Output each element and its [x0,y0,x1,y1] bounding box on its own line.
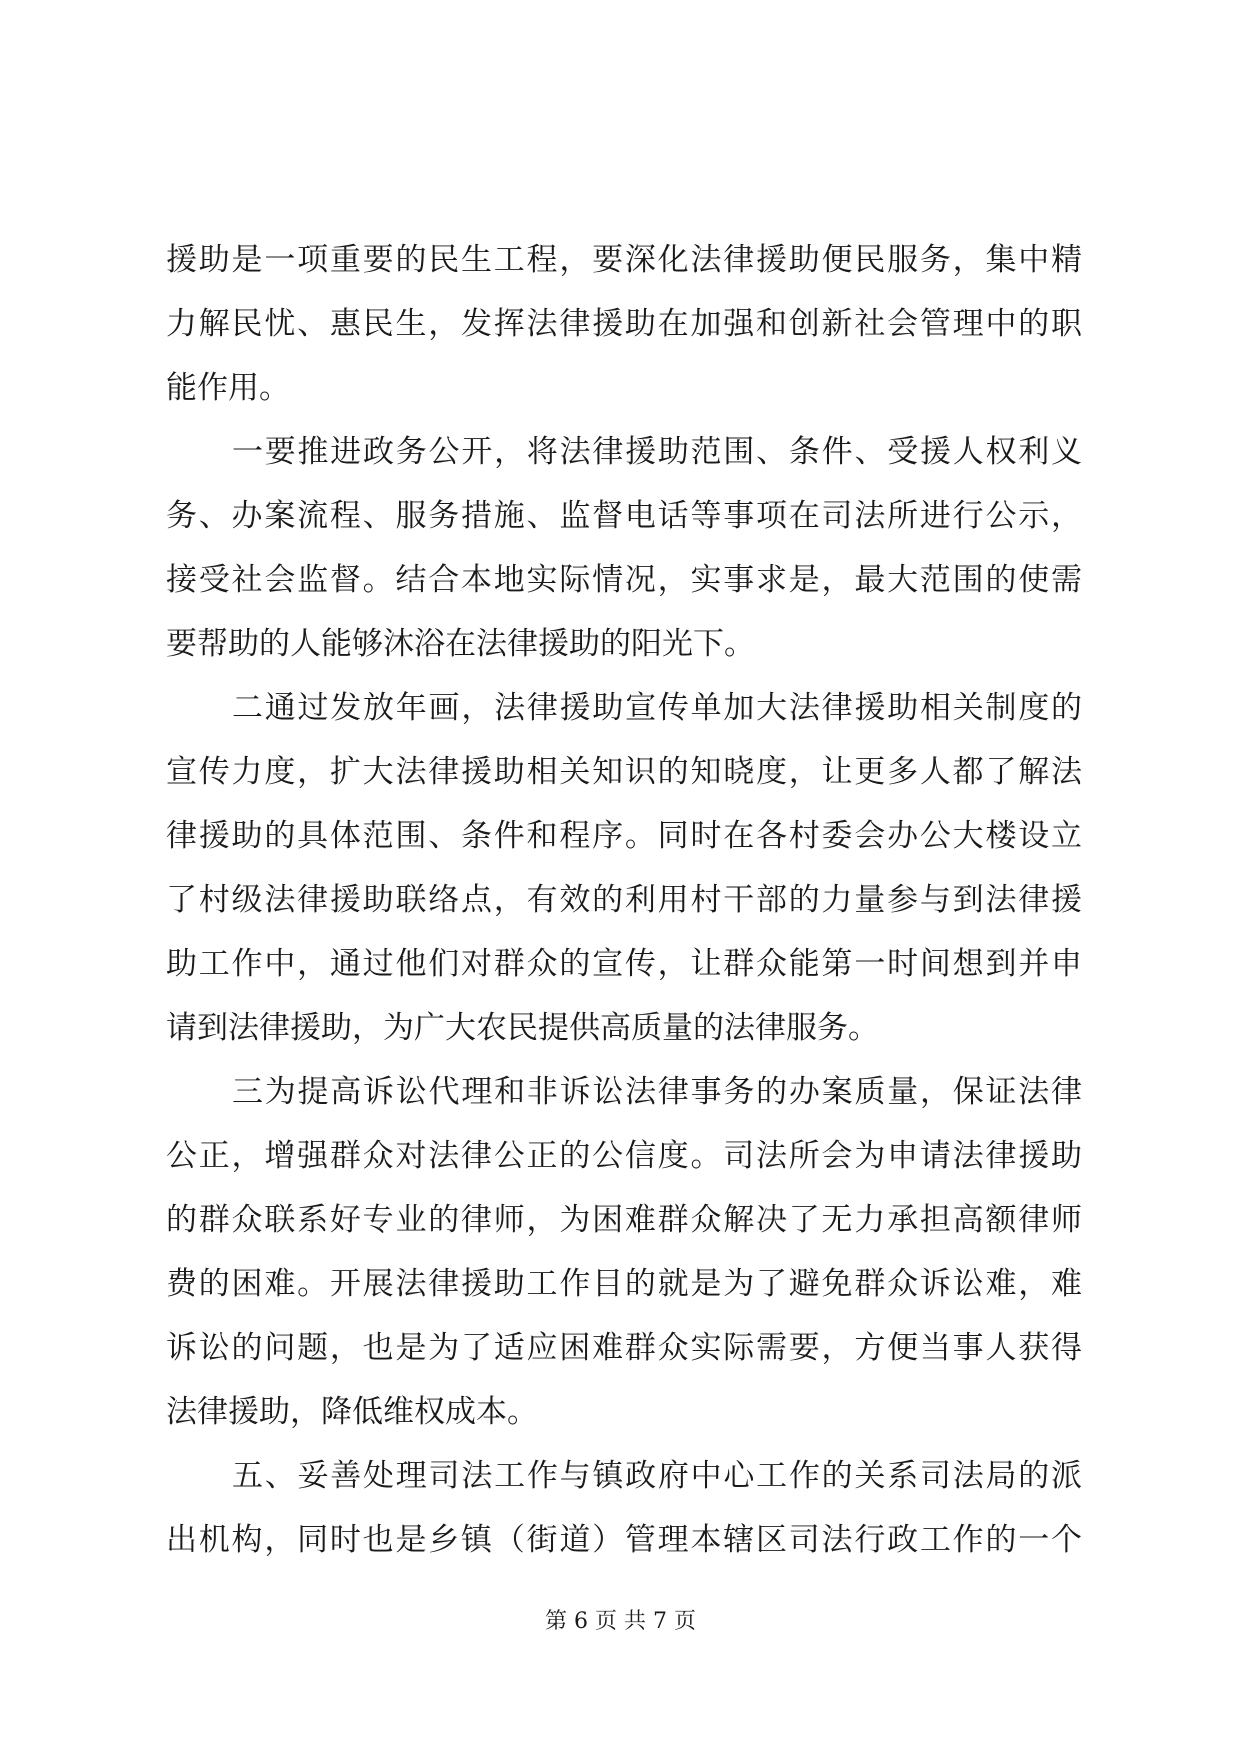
body-text [166,228,1082,1572]
text-line: 出机构，同时也是乡镇（街道）管理本辖区司法行政工作的一个 [166,1522,1082,1558]
text-line: 一要推进政务公开，将法律援助范围、条件、受援人权利义 [232,434,1082,470]
text-line: 接受社会监督。结合本地实际情况，实事求是，最大范围的使需 [166,562,1082,598]
page-footer: 第 6 页 共 7 页 [545,1609,696,1634]
text-line: 公正，增强群众对法律公正的公信度。司法所会为申请法律援助 [166,1138,1082,1174]
text-line: 助工作中，通过他们对群众的宣传，让群众能第一时间想到并申 [166,946,1082,982]
text-line: 要帮助的人能够沐浴在法律援助的阳光下。 [166,626,755,662]
text-line: 二通过发放年画，法律援助宣传单加大法律援助相关制度的 [232,690,1082,726]
text-line: 律援助的具体范围、条件和程序。同时在各村委会办公大楼设立 [166,818,1082,854]
text-line: 五、妥善处理司法工作与镇政府中心工作的关系司法局的派 [232,1458,1082,1494]
text-line: 宣传力度，扩大法律援助相关知识的知晓度，让更多人都了解法 [166,754,1082,790]
text-line: 的群众联系好专业的律师，为困难群众解决了无力承担高额律师 [166,1202,1082,1238]
text-line: 援助是一项重要的民生工程，要深化法律援助便民服务，集中精 [166,242,1082,278]
text-line: 三为提高诉讼代理和非诉讼法律事务的办案质量，保证法律 [232,1074,1082,1110]
text-line: 能作用。 [166,370,290,406]
text-line: 费的困难。开展法律援助工作目的就是为了避免群众诉讼难，难 [166,1266,1082,1302]
text-line: 了村级法律援助联络点，有效的利用村干部的力量参与到法律援 [166,882,1082,918]
text-line: 务、办案流程、服务措施、监督电话等事项在司法所进行公示， [166,498,1082,534]
text-line: 诉讼的问题，也是为了适应困难群众实际需要，方便当事人获得 [166,1330,1082,1366]
text-line: 请到法律援助，为广大农民提供高质量的法律服务。 [166,1010,879,1046]
text-line: 力解民忧、惠民生，发挥法律援助在加强和创新社会管理中的职 [166,306,1082,342]
text-line: 法律援助，降低维权成本。 [166,1394,538,1430]
